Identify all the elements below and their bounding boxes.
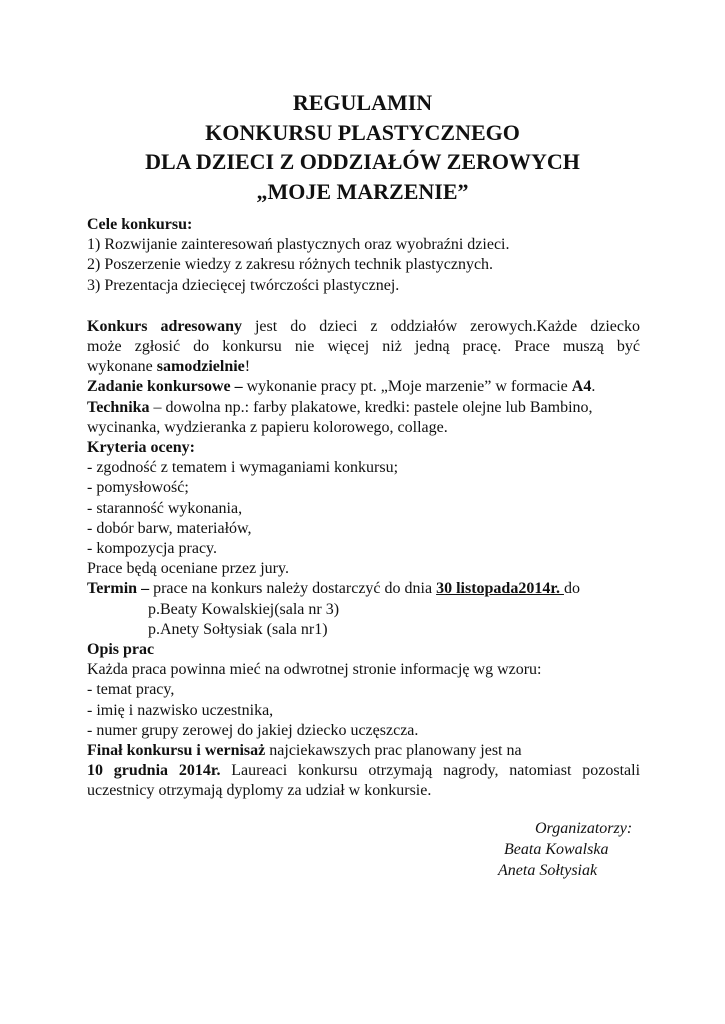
deadline-contact: p.Anety Sołtysiak (sala nr1)	[148, 620, 328, 638]
title-line-3: DLA DZIECI Z ODDZIAŁÓW ZEROWYCH	[145, 149, 580, 174]
criteria-item: - kompozycja pracy.	[87, 540, 218, 558]
description-item: - temat pracy,	[87, 681, 175, 699]
organizer-name: Aneta Sołtysiak	[498, 862, 598, 879]
goal-item: 2) Poszerzenie wiedzy z zakresu różnych technik plastycznych.	[87, 256, 494, 274]
criteria-item: - zgodność z tematem i wymaganiami konkursu;	[87, 459, 399, 477]
document-body	[87, 215, 640, 802]
final-paragraph-line-1: Finał konkursu i wernisaż najciekawszych prac planowany jest na	[87, 742, 522, 760]
deadline-contact: p.Beaty Kowalskiej(sala nr 3)	[148, 600, 340, 618]
description-intro: Każda praca powinna mieć na odwrotnej stronie informację wg wzoru:	[87, 661, 542, 679]
deadline-paragraph: Termin – prace na konkurs należy dostarczyć do dnia 30 listopada2014r. do	[87, 580, 580, 598]
jury-note: Prace będą oceniane przez jury.	[87, 560, 289, 578]
final-paragraph-line-2: 10 grudnia 2014r. Laureaci konkursu otrzymają nagrody, natomiast pozostali	[87, 762, 641, 780]
title-line-2: KONKURSU PLASTYCZNEGO	[205, 119, 520, 145]
criteria-heading: Kryteria oceny:	[87, 439, 195, 457]
audience-paragraph-line-1: Konkurs adresowany jest do dzieci z oddziałów zerowych.Każde dziecko	[87, 317, 640, 335]
title-line-4: „MOJE MARZENIE”	[256, 178, 469, 204]
goals-heading: Cele konkursu:	[87, 216, 193, 233]
organizers-label: Organizatorzy:	[535, 820, 633, 837]
goal-item: 3) Prezentacja dziecięcej twórczości plastycznej.	[87, 276, 400, 294]
criteria-item: - pomysłowość;	[87, 479, 189, 497]
criteria-item: - staranność wykonania,	[87, 499, 243, 517]
criteria-item: - dobór barw, materiałów,	[87, 519, 252, 537]
task-paragraph: Zadanie konkursowe – wykonanie pracy pt. „Moje marzenie” w formacie A4.	[87, 378, 596, 396]
final-paragraph-line-3: uczestnicy otrzymają dyplomy za udział w konkursie.	[87, 782, 432, 800]
technique-paragraph-line-1: Technika – dowolna np.: farby plakatowe, kredki: pastele olejne lub Bambino,	[87, 398, 593, 416]
document-title	[0, 88, 725, 206]
title-line-1: REGULAMIN	[292, 90, 433, 115]
description-heading: Opis prac	[87, 641, 155, 659]
description-item: - imię i nazwisko uczestnika,	[87, 701, 274, 719]
audience-paragraph-line-3: wykonane samodzielnie!	[87, 358, 251, 376]
goal-item: 1) Rozwijanie zainteresowań plastycznych oraz wyobraźni dzieci.	[87, 236, 510, 254]
description-item: - numer grupy zerowej do jakiej dziecko uczęszcza.	[87, 721, 419, 739]
organizer-name: Beata Kowalska	[504, 841, 609, 858]
technique-paragraph-line-2: wycinanka, wydzieranka z papieru kolorowego, collage.	[87, 418, 448, 436]
audience-paragraph-line-2: może zgłosić do konkursu nie więcej niż jedną pracę. Prace muszą być	[87, 338, 640, 356]
